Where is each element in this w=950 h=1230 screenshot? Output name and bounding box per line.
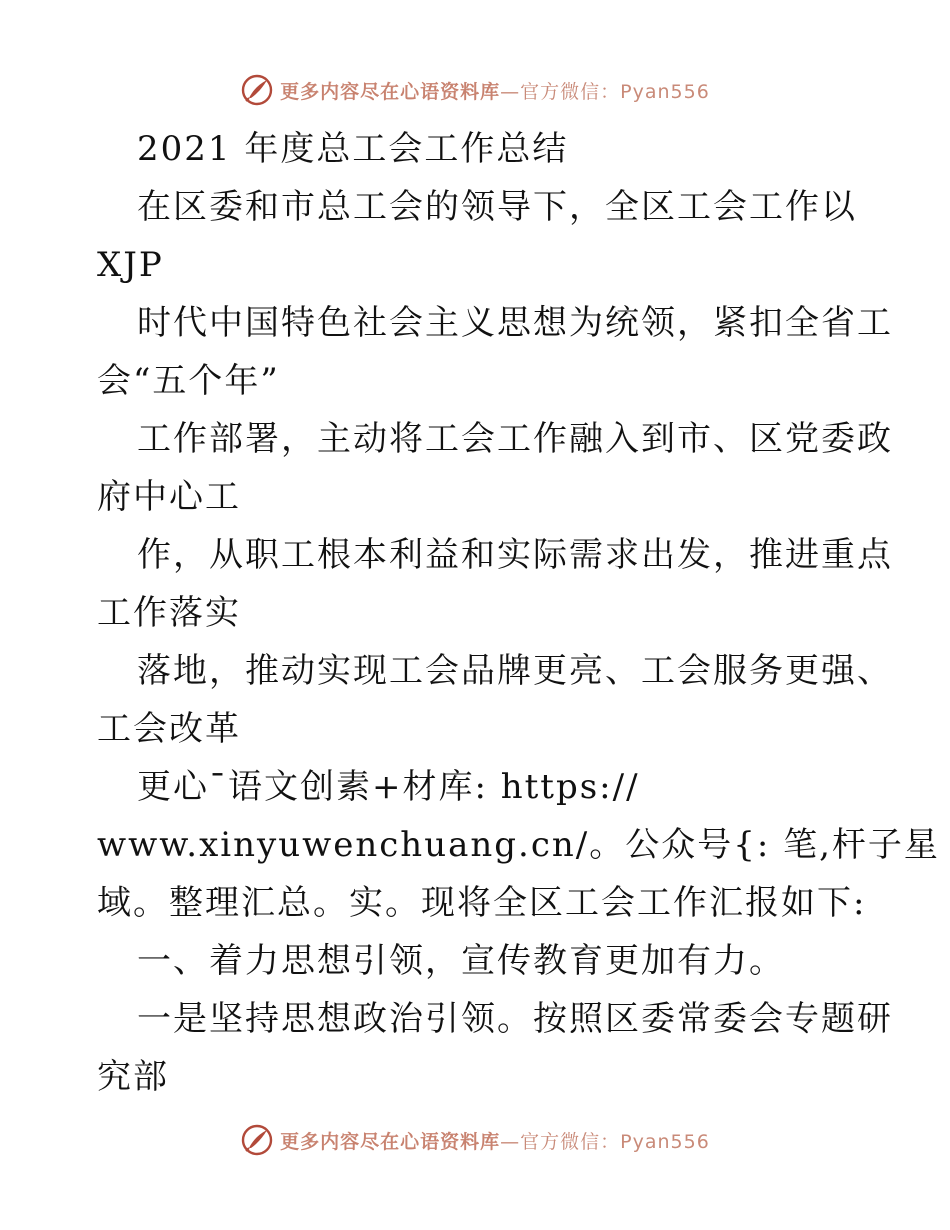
watermark-text: 更多内容尽在心语资料库—官方微信：Pyan556 bbox=[280, 1130, 710, 1153]
feather-pen-logo-icon bbox=[240, 73, 274, 107]
document-body bbox=[97, 120, 940, 1106]
paragraph-line: 作，从职工根本利益和实际需求出发，推进重点 bbox=[137, 535, 893, 575]
paragraph-line: 时代中国特色社会主义思想为统领，紧扣全省工 bbox=[137, 303, 893, 343]
paragraph-line: 府中心工 bbox=[97, 477, 241, 517]
paragraph-line: 究部 bbox=[97, 1057, 169, 1097]
feather-pen-logo-icon bbox=[240, 1123, 274, 1157]
paragraph-line: 域。整理汇总。实。现将全区工会工作汇报如下: bbox=[97, 883, 867, 923]
section-heading: 一、着力思想引领，宣传教育更加有力。 bbox=[137, 941, 785, 981]
paragraph-line: 工会改革 bbox=[97, 709, 241, 749]
watermark-text: 更多内容尽在心语资料库—官方微信：Pyan556 bbox=[280, 80, 710, 103]
paragraph-line: 更心¯语文创素+材库: https:// bbox=[137, 767, 640, 807]
paragraph-line: 一是坚持思想政治引领。按照区委常委会专题研 bbox=[137, 999, 893, 1039]
watermark-banner-bottom bbox=[0, 1120, 950, 1160]
paragraph-line: 工作落实 bbox=[97, 593, 241, 633]
paragraph-line: 在区委和市总工会的领导下，全区工会工作以 bbox=[137, 187, 857, 227]
document-title: 2021 年度总工会工作总结 bbox=[137, 129, 569, 169]
watermark-banner-top bbox=[0, 70, 950, 110]
paragraph-line: 会“五个年” bbox=[97, 361, 280, 401]
paragraph-line: www.xinyuwenchuang.cn/。公众号{: 笔,杆子星 bbox=[97, 825, 940, 865]
paragraph-line: XJP bbox=[97, 245, 164, 285]
paragraph-line: 工作部署，主动将工会工作融入到市、区党委政 bbox=[137, 419, 893, 459]
paragraph-line: 落地，推动实现工会品牌更亮、工会服务更强、 bbox=[137, 651, 893, 691]
